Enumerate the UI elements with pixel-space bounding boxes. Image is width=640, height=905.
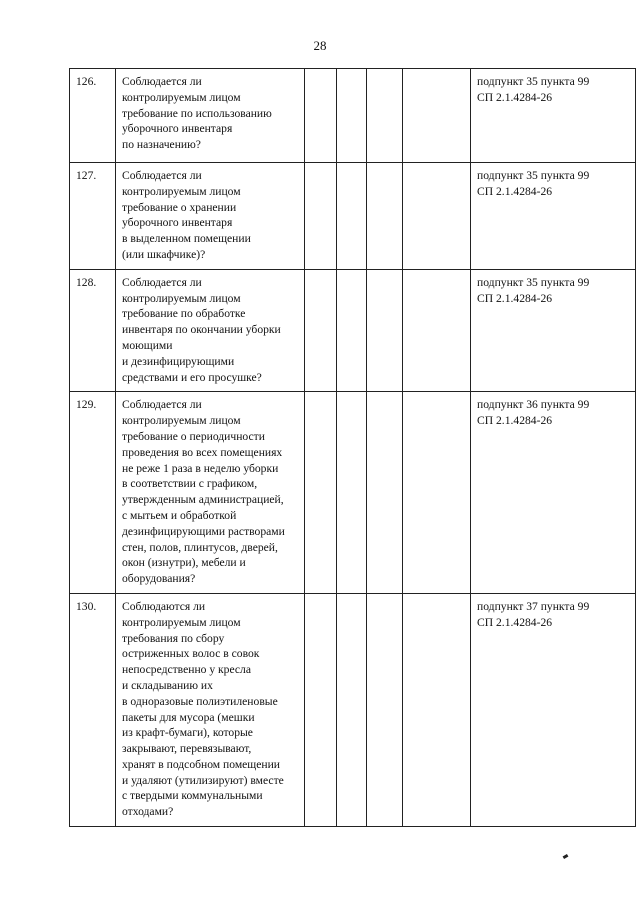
question-line: стен, полов, плинтусов, дверей, bbox=[122, 540, 278, 554]
legal-reference bbox=[471, 269, 636, 392]
legal-reference bbox=[471, 69, 636, 163]
legal-reference bbox=[471, 163, 636, 270]
notes-cell[interactable] bbox=[403, 593, 471, 826]
question-line: контролируемым лицом bbox=[122, 291, 241, 305]
checklist-row bbox=[70, 593, 636, 826]
question-line: с твердыми коммунальными bbox=[122, 789, 263, 803]
question-line: требование о хранении bbox=[122, 200, 237, 214]
question-line: оборудования? bbox=[122, 572, 196, 586]
question-line: требование по использованию bbox=[122, 106, 272, 120]
question-line: моющими bbox=[122, 338, 173, 352]
answer-no-cell[interactable] bbox=[337, 269, 367, 392]
reference-line: подпункт 36 пункта 99 bbox=[477, 398, 590, 412]
question-line: требование по обработке bbox=[122, 307, 246, 321]
reference-line: подпункт 37 пункта 99 bbox=[477, 599, 590, 613]
question-line: требования по сбору bbox=[122, 631, 225, 645]
answer-no-cell[interactable] bbox=[337, 392, 367, 594]
question-line: контролируемым лицом bbox=[122, 184, 241, 198]
question-line: уборочного инвентаря bbox=[122, 122, 233, 136]
requirement-question bbox=[116, 392, 305, 594]
question-line: остриженных волос в совок bbox=[122, 647, 260, 661]
requirement-question bbox=[116, 593, 305, 826]
legal-reference bbox=[471, 392, 636, 594]
question-line: в соответствии с графиком, bbox=[122, 477, 258, 491]
checklist-rows bbox=[70, 69, 636, 827]
question-line: закрывают, перевязывают, bbox=[122, 742, 252, 756]
question-line: Соблюдаются ли bbox=[122, 599, 206, 613]
answer-no-cell[interactable] bbox=[337, 593, 367, 826]
question-line: проведения во всех помещениях bbox=[122, 445, 283, 459]
question-line: контролируемым лицом bbox=[122, 90, 241, 104]
question-line: уборочного инвентаря bbox=[122, 216, 233, 230]
checklist-row bbox=[70, 163, 636, 270]
question-line: окон (изнутри), мебели и bbox=[122, 556, 246, 570]
checklist-table bbox=[69, 68, 636, 827]
reference-line: подпункт 35 пункта 99 bbox=[477, 169, 590, 182]
row-number: 128. bbox=[70, 269, 116, 392]
question-line: инвентаря по окончании уборки bbox=[122, 323, 281, 337]
question-line: по назначению? bbox=[122, 138, 201, 152]
answer-na-cell[interactable] bbox=[367, 69, 403, 163]
question-line: отходами? bbox=[122, 805, 174, 819]
question-line: не реже 1 раза в неделю уборки bbox=[122, 461, 279, 475]
question-line: Соблюдается ли bbox=[122, 75, 202, 88]
requirement-question bbox=[116, 269, 305, 392]
question-line: из крафт-бумаги), которые bbox=[122, 726, 253, 740]
reference-line: СП 2.1.4284-26 bbox=[477, 184, 553, 198]
question-line: с мытьем и обработкой bbox=[122, 508, 237, 522]
reference-line: подпункт 35 пункта 99 bbox=[477, 75, 590, 88]
question-line: контролируемым лицом bbox=[122, 414, 241, 428]
checklist-row bbox=[70, 269, 636, 392]
reference-line: СП 2.1.4284-26 bbox=[477, 615, 553, 629]
reference-line: подпункт 35 пункта 99 bbox=[477, 275, 590, 289]
question-line: утвержденным администрацией, bbox=[122, 493, 284, 507]
checklist-row bbox=[70, 69, 636, 163]
question-line: в одноразовые полиэтиленовые bbox=[122, 694, 278, 708]
row-number: 130. bbox=[70, 593, 116, 826]
checklist-row bbox=[70, 392, 636, 594]
answer-yes-cell[interactable] bbox=[305, 269, 337, 392]
answer-na-cell[interactable] bbox=[367, 269, 403, 392]
question-line: Соблюдается ли bbox=[122, 169, 202, 182]
row-number: 127. bbox=[70, 163, 116, 270]
question-line: и складыванию их bbox=[122, 678, 213, 692]
legal-reference bbox=[471, 593, 636, 826]
answer-no-cell[interactable] bbox=[337, 69, 367, 163]
question-line: непосредственно у кресла bbox=[122, 663, 251, 677]
answer-yes-cell[interactable] bbox=[305, 163, 337, 270]
question-line: средствами и его просушке? bbox=[122, 370, 262, 384]
notes-cell[interactable] bbox=[403, 69, 471, 163]
question-line: в выделенном помещении bbox=[122, 232, 251, 246]
pen-mark bbox=[563, 854, 569, 859]
answer-yes-cell[interactable] bbox=[305, 69, 337, 163]
question-line: требование о периодичности bbox=[122, 429, 265, 443]
answer-yes-cell[interactable] bbox=[305, 392, 337, 594]
notes-cell[interactable] bbox=[403, 163, 471, 270]
requirement-question bbox=[116, 163, 305, 270]
question-line: Соблюдается ли bbox=[122, 275, 202, 289]
row-number: 129. bbox=[70, 392, 116, 594]
answer-na-cell[interactable] bbox=[367, 163, 403, 270]
notes-cell[interactable] bbox=[403, 269, 471, 392]
question-line: (или шкафчике)? bbox=[122, 247, 206, 261]
reference-line: СП 2.1.4284-26 bbox=[477, 414, 553, 428]
reference-line: СП 2.1.4284-26 bbox=[477, 291, 553, 305]
question-line: Соблюдается ли bbox=[122, 398, 202, 412]
reference-line: СП 2.1.4284-26 bbox=[477, 90, 553, 104]
answer-yes-cell[interactable] bbox=[305, 593, 337, 826]
question-line: контролируемым лицом bbox=[122, 615, 241, 629]
notes-cell[interactable] bbox=[403, 392, 471, 594]
question-line: дезинфицирующими растворами bbox=[122, 524, 285, 538]
answer-na-cell[interactable] bbox=[367, 392, 403, 594]
answer-no-cell[interactable] bbox=[337, 163, 367, 270]
question-line: и удаляют (утилизируют) вместе bbox=[122, 773, 284, 787]
requirement-question bbox=[116, 69, 305, 163]
question-line: пакеты для мусора (мешки bbox=[122, 710, 255, 724]
question-line: хранят в подсобном помещении bbox=[122, 757, 280, 771]
question-line: и дезинфицирующими bbox=[122, 354, 235, 368]
row-number: 126. bbox=[70, 69, 116, 163]
answer-na-cell[interactable] bbox=[367, 593, 403, 826]
page-number: 28 bbox=[313, 38, 327, 53]
